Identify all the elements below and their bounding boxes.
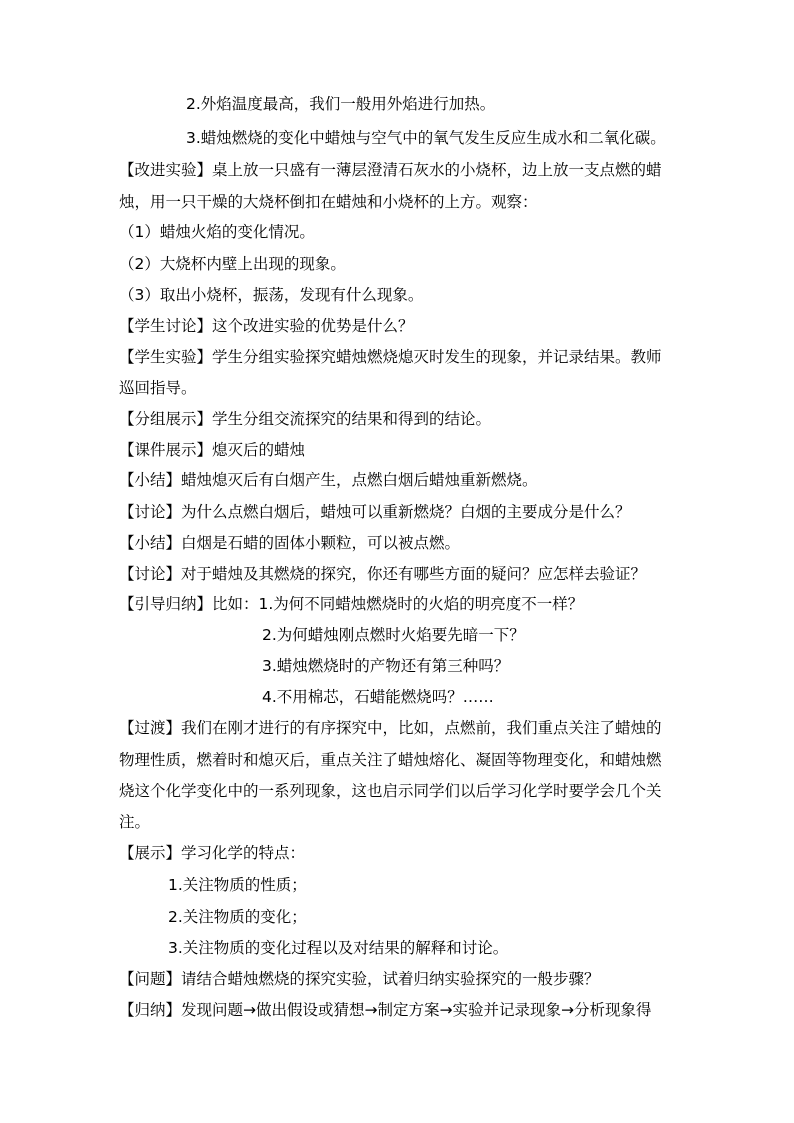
text-line-question-3: 3.蜡烛燃烧时的产物还有第三种吗？ (262, 657, 510, 675)
text-line-question-2: 2.为何蜡烛刚点燃时火焰要先暗一下？ (262, 626, 525, 644)
text-line-combustion-products: 3.蜡烛燃烧的变化中蜡烛与空气中的氧气发生反应生成水和二氧化碳。 (186, 129, 666, 147)
text-line-discussion-relight: 【讨论】为什么点燃白烟后，蜡烛可以重新燃烧？白烟的主要成分是什么？ (119, 503, 631, 521)
text-line-observe-1: （1）蜡烛火焰的变化情况。 (119, 223, 315, 241)
text-line-induction-steps: 【归纳】发现问题→做出假设或猜想→制定方案→实验并记录现象→分析现象得 (119, 1001, 652, 1019)
text-line-feature-3: 3.关注物质的变化过程以及对结果的解释和讨论。 (168, 939, 509, 957)
text-line-problem: 【问题】请结合蜡烛燃烧的探究实验，试着归纳实验探究的一般步骤？ (119, 970, 600, 988)
text-line-summary-white-smoke: 【小结】蜡烛熄灭后有白烟产生，点燃白烟后蜡烛重新燃烧。 (119, 471, 538, 489)
text-line-student-experiment: 【学生实验】学生分组实验探究蜡烛燃烧熄灭时发生的现象，并记录结果。教师 (119, 348, 662, 366)
text-line-transition: 【过渡】我们在刚才进行的有序探究中，比如，点燃前，我们重点关注了蜡烛的 (119, 719, 662, 737)
text-line-transition-cont-3: 注。 (119, 813, 151, 831)
text-line-transition-cont-1: 物理性质，燃着时和熄灭后，重点关注了蜡烛熔化、凝固等物理变化，和蜡烛燃 (119, 751, 662, 769)
text-line-discussion-questions: 【讨论】对于蜡烛及其燃烧的探究，你还有哪些方面的疑问？应怎样去验证？ (119, 565, 647, 583)
text-line-guided-summary: 【引导归纳】比如：1.为何不同蜡烛燃烧时的火焰的明亮度不一样？ (119, 595, 584, 613)
text-line-improved-experiment: 【改进实验】桌上放一只盛有一薄层澄清石灰水的小烧杯，边上放一支点燃的蜡 (119, 161, 662, 179)
text-line-observe-3: （3）取出小烧杯，振荡，发现有什么现象。 (119, 286, 424, 304)
text-line-group-display: 【分组展示】学生分组交流探究的结果和得到的结论。 (119, 410, 492, 428)
text-line-summary-wax-particles: 【小结】白烟是石蜡的固体小颗粒，可以被点燃。 (119, 534, 461, 552)
text-line-courseware-display: 【课件展示】熄灭后的蜡烛 (119, 441, 306, 459)
text-line-student-discussion: 【学生讨论】这个改进实验的优势是什么？ (119, 317, 414, 335)
text-line-outer-flame: 2.外焰温度最高，我们一般用外焰进行加热。 (186, 95, 496, 113)
text-line-feature-1: 1.关注物质的性质； (168, 876, 307, 894)
text-line-student-experiment-cont: 巡回指导。 (119, 379, 197, 397)
text-line-improved-experiment-cont: 烛，用一只干燥的大烧杯倒扣在蜡烛和小烧杯的上方。观察： (119, 193, 538, 211)
text-line-feature-2: 2.关注物质的变化； (168, 908, 307, 926)
text-line-question-4: 4.不用棉芯，石蜡能燃烧吗？…… (262, 688, 494, 706)
text-line-observe-2: （2）大烧杯内壁上出现的现象。 (119, 255, 346, 273)
text-line-transition-cont-2: 烧这个化学变化中的一系列现象，这也启示同学们以后学习化学时要学会几个关 (119, 782, 662, 800)
text-line-display-features: 【展示】学习化学的特点： (119, 844, 306, 862)
